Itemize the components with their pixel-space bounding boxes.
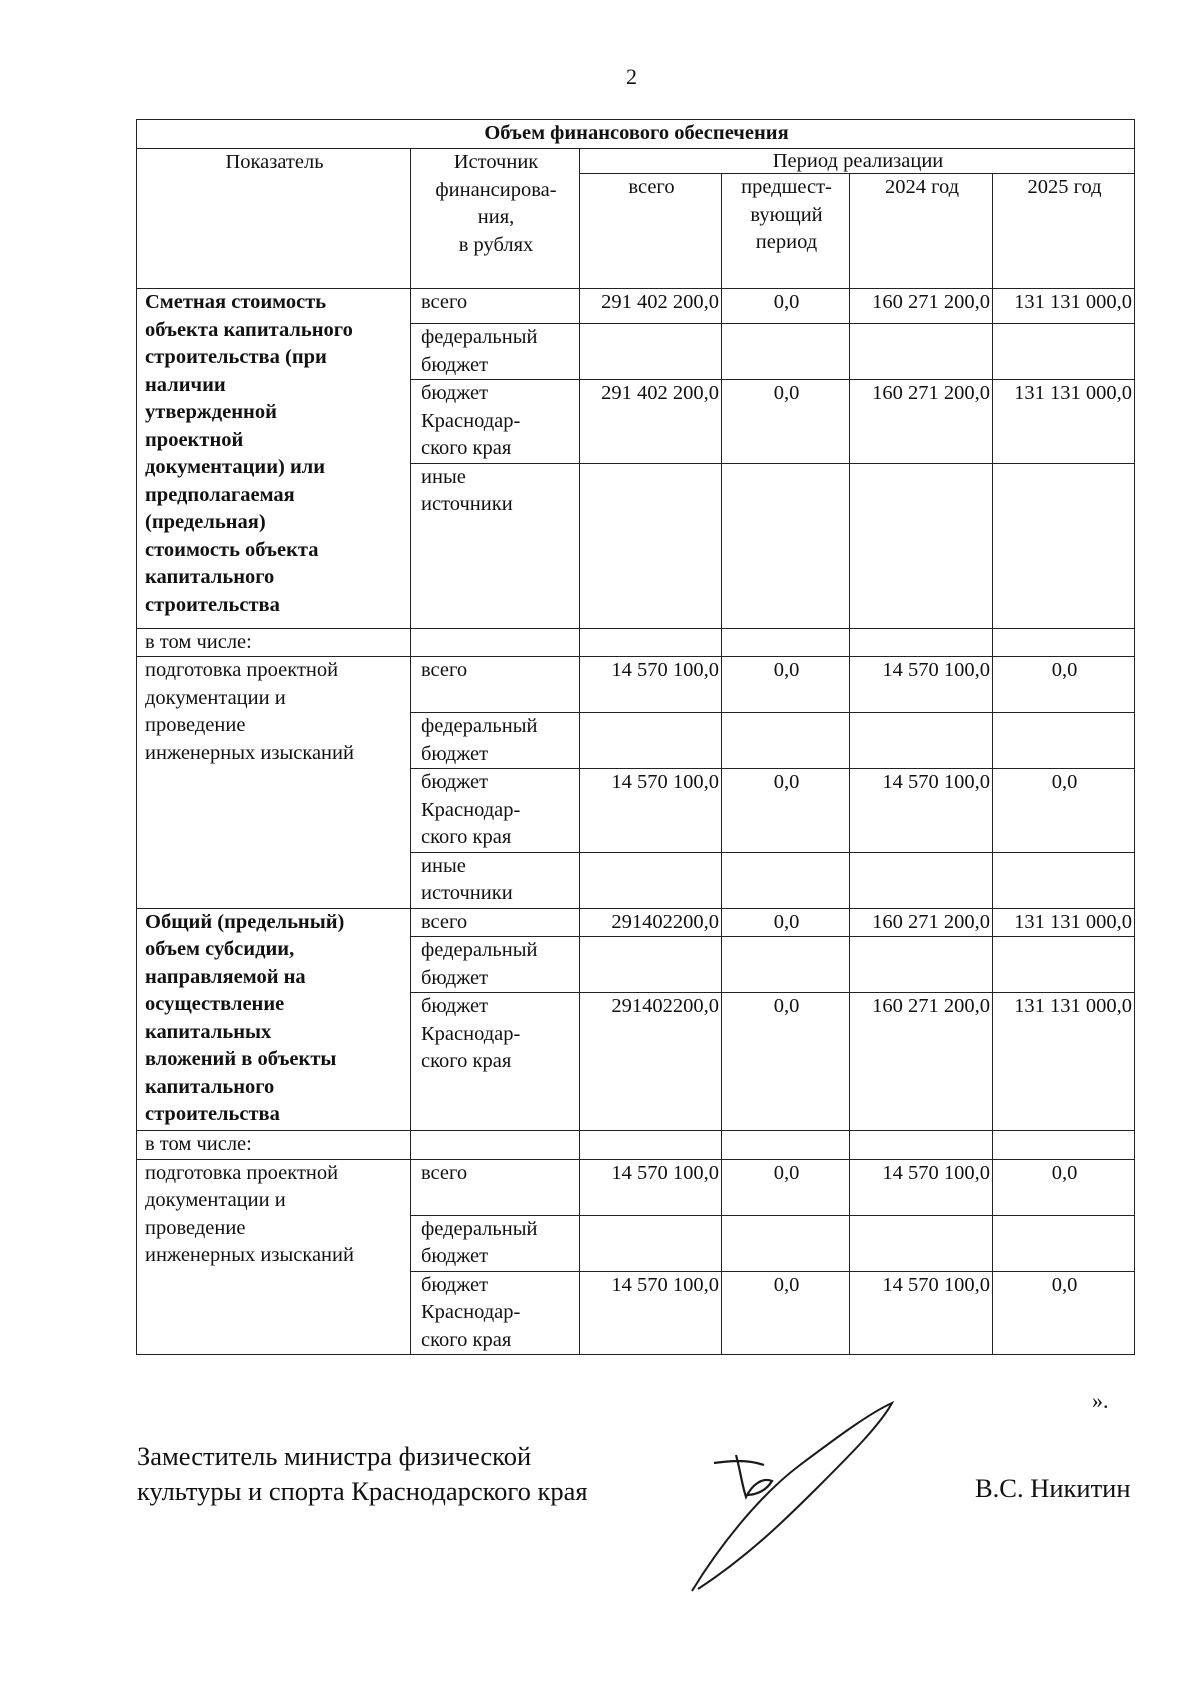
value-previous: 0,0: [722, 289, 850, 324]
including-label: в том числе:: [137, 1131, 411, 1160]
value-2024: 160 271 200,0: [850, 289, 993, 324]
value-total: 14 570 100,0: [580, 657, 722, 713]
value-2025: 0,0: [993, 769, 1135, 853]
indicator-subsidy: Общий (предельный) объем субсидии, направляемой на осуществление капитальных вложений в объекты капитального строительства: [137, 908, 411, 1131]
source-other: иные источники: [411, 852, 580, 908]
value-2024: 14 570 100,0: [850, 769, 993, 853]
source-total: всего: [411, 1159, 580, 1215]
value-previous: 0,0: [722, 769, 850, 853]
header-row: [137, 149, 1135, 174]
table-row: [137, 1131, 1135, 1160]
value-previous: 0,0: [722, 993, 850, 1131]
financing-table: [136, 119, 1135, 1355]
value-total: 291 402 200,0: [580, 380, 722, 464]
header-previous: предшест- вующий период: [722, 174, 850, 289]
value-total: 14 570 100,0: [580, 1271, 722, 1355]
value-previous: 0,0: [722, 380, 850, 464]
page-number: 2: [626, 64, 637, 89]
value-total: 291402200,0: [580, 908, 722, 937]
source-regional: бюджет Краснодар- ского края: [411, 769, 580, 853]
closing-quote: ».: [1092, 1388, 1109, 1413]
source-regional: бюджет Краснодар- ского края: [411, 380, 580, 464]
table-row: [137, 1159, 1135, 1215]
table-row: [137, 289, 1135, 324]
value-previous: 0,0: [722, 908, 850, 937]
header-source: Источник финансирова- ния, в рублях: [411, 149, 580, 289]
value-2025: 131 131 000,0: [993, 380, 1135, 464]
source-total: всего: [411, 289, 580, 324]
header-2025: 2025 год: [993, 174, 1135, 289]
signatory-name: В.С. Никитин: [975, 1473, 1131, 1503]
header-indicator: Показатель: [137, 149, 411, 289]
value-2025: 0,0: [993, 657, 1135, 713]
source-total: всего: [411, 908, 580, 937]
source-regional: бюджет Краснодар- ского края: [411, 1271, 580, 1355]
value-2024: 14 570 100,0: [850, 657, 993, 713]
header-period: Период реализации: [580, 149, 1135, 174]
indicator-design: подготовка проектной документации и проведение инженерных изысканий: [137, 1159, 411, 1355]
value-2025: 131 131 000,0: [993, 908, 1135, 937]
value-2025: 0,0: [993, 1271, 1135, 1355]
source-federal: федеральный бюджет: [411, 324, 580, 380]
indicator-design: подготовка проектной документации и проведение инженерных изысканий: [137, 657, 411, 909]
handwritten-signature: [680, 1395, 900, 1595]
value-2025: 131 131 000,0: [993, 289, 1135, 324]
source-other: иные источники: [411, 463, 580, 628]
value-total: 14 570 100,0: [580, 1159, 722, 1215]
value-2024: 160 271 200,0: [850, 380, 993, 464]
source-federal: федеральный бюджет: [411, 1215, 580, 1271]
value-2025: 131 131 000,0: [993, 993, 1135, 1131]
table-row: [137, 657, 1135, 713]
value-total: 291402200,0: [580, 993, 722, 1131]
source-total: всего: [411, 657, 580, 713]
signatory-position: Заместитель министра физической культуры и спорта Краснодарского края: [137, 1441, 588, 1506]
table-caption: Объем финансового обеспечения: [137, 120, 1135, 149]
header-2024: 2024 год: [850, 174, 993, 289]
header-total: всего: [580, 174, 722, 289]
including-label: в том числе:: [137, 628, 411, 657]
indicator-estimate: Сметная стоимость объекта капитального строительства (при наличии утвержденной проектной документации) или предполагаемая (предельная) стоимость объекта капитального строительства: [137, 289, 411, 629]
source-regional: бюджет Краснодар- ского края: [411, 993, 580, 1131]
table-row: [137, 908, 1135, 937]
value-2024: 14 570 100,0: [850, 1159, 993, 1215]
value-2024: 14 570 100,0: [850, 1271, 993, 1355]
table-caption-row: [137, 120, 1135, 149]
value-total: 14 570 100,0: [580, 769, 722, 853]
value-total: 291 402 200,0: [580, 289, 722, 324]
value-2024: 160 271 200,0: [850, 993, 993, 1131]
source-federal: федеральный бюджет: [411, 713, 580, 769]
source-federal: федеральный бюджет: [411, 937, 580, 993]
value-previous: 0,0: [722, 657, 850, 713]
value-2025: 0,0: [993, 1159, 1135, 1215]
value-2024: 160 271 200,0: [850, 908, 993, 937]
table-row: [137, 628, 1135, 657]
value-previous: 0,0: [722, 1159, 850, 1215]
value-previous: 0,0: [722, 1271, 850, 1355]
